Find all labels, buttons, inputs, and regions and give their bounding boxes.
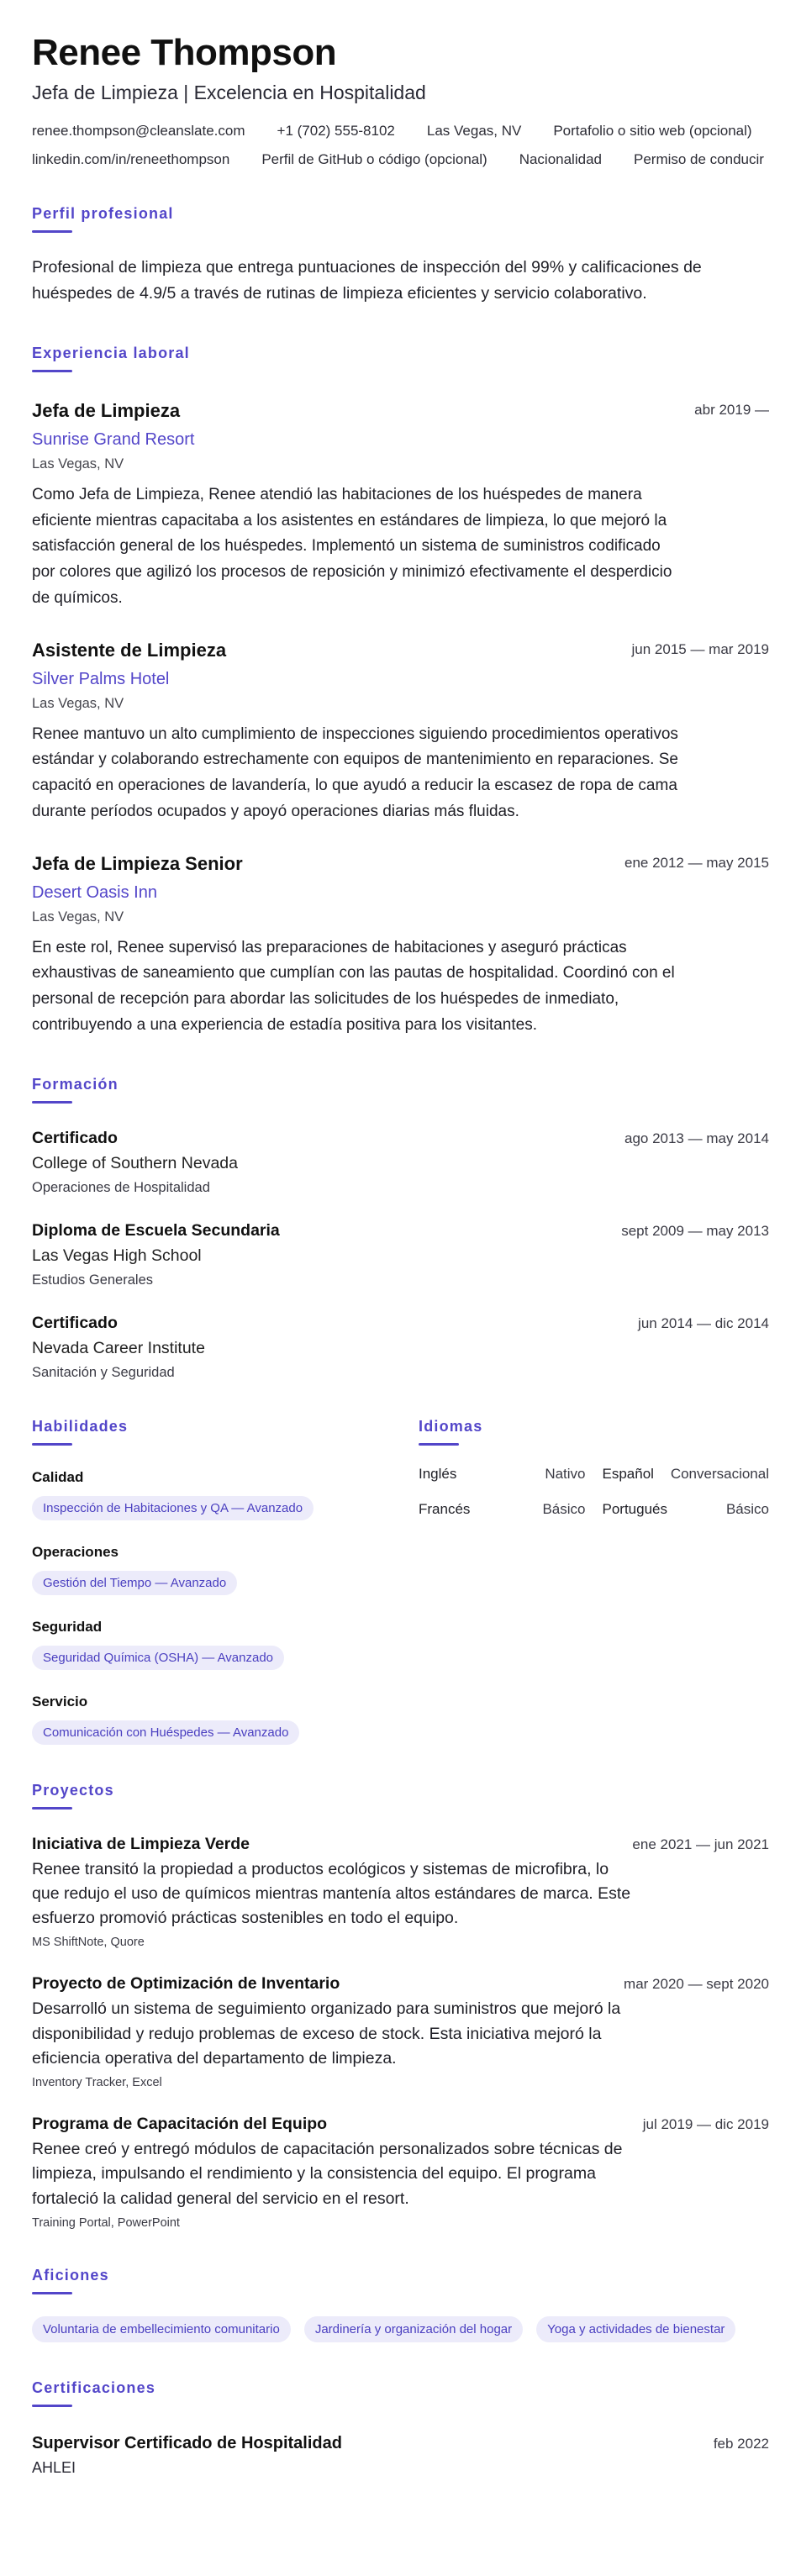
education-degree: Certificado <box>32 1313 118 1332</box>
certifications-section <box>32 2379 769 2477</box>
contact-portfolio[interactable]: Portafolio o sitio web (opcional) <box>553 122 752 139</box>
job-company: Sunrise Grand Resort <box>32 429 195 449</box>
language-level: Nativo <box>545 1465 586 1482</box>
skill-group <box>32 1619 419 1670</box>
experience-item <box>32 853 769 1039</box>
language-item <box>419 1501 586 1518</box>
project-description: Renee transitó la propiedad a productos ecológicos y sistemas de microfibra, lo que redujo el uso de químicos mientras mantenía altos estándares de marca. Este esfuerzo promovió prácticas sostenibles en todo el equipo. <box>32 1859 631 1928</box>
language-name: Francés <box>419 1500 471 1517</box>
section-title: Proyectos <box>32 1781 114 1799</box>
job-date: ene 2012 — may 2015 <box>624 854 769 871</box>
summary-section <box>32 205 769 308</box>
contact-github[interactable]: Perfil de GitHub o código (opcional) <box>261 150 487 167</box>
project-title: Iniciativa de Limpieza Verde <box>32 1834 250 1853</box>
section-divider <box>32 1807 72 1810</box>
section-title: Aficiones <box>32 2266 109 2284</box>
education-item <box>32 1129 769 1196</box>
job-company: Desert Oasis Inn <box>32 882 157 902</box>
section-divider <box>32 370 72 372</box>
section-title: Perfil profesional <box>32 204 174 222</box>
project-tools: MS ShiftNote, Quore <box>32 1936 145 1950</box>
education-date: ago 2013 — may 2014 <box>624 1130 769 1146</box>
job-description: En este rol, Renee supervisó las preparaciones de habitaciones y aseguró prácticas exhaustivas de saneamiento que cumplían con las pautas de hospitalidad. Coordinó con el personal de recepción para abordar las solicitudes de los huéspedes de inmediato, contribuyendo a una experiencia de estadía positiva para los visitantes. <box>32 938 675 1034</box>
project-item <box>32 1835 769 1950</box>
candidate-name: Renee Thompson <box>32 32 337 73</box>
job-location: Las Vegas, NV <box>32 695 124 711</box>
language-item <box>603 1501 770 1518</box>
skills-section <box>32 1381 419 1745</box>
language-item <box>419 1466 586 1483</box>
language-level: Básico <box>542 1500 586 1517</box>
experience-item <box>32 640 769 825</box>
language-level: Básico <box>725 1500 769 1517</box>
contact-list <box>32 123 780 168</box>
resume-header <box>32 32 769 168</box>
project-description: Desarrolló un sistema de seguimiento organizado para suministros que mejoró la disponibilidad y redujo problemas de exceso de stock. Esta iniciativa mejoró la eficiencia operativa del departamento de limpieza. <box>32 1999 621 2068</box>
section-divider <box>32 2292 72 2294</box>
job-location: Las Vegas, NV <box>32 909 124 925</box>
section-divider <box>32 1443 72 1446</box>
job-company: Silver Palms Hotel <box>32 669 170 688</box>
skill-category: Operaciones <box>32 1543 119 1560</box>
project-item <box>32 2115 769 2230</box>
job-date: jun 2015 — mar 2019 <box>631 640 769 657</box>
job-title: Jefa de Limpieza <box>32 399 181 421</box>
skill-category: Calidad <box>32 1468 84 1485</box>
project-title: Programa de Capacitación del Equipo <box>32 2115 328 2134</box>
project-tools: Training Portal, PowerPoint <box>32 2215 180 2230</box>
education-degree: Certificado <box>32 1128 118 1147</box>
education-date: sept 2009 — may 2013 <box>621 1222 769 1239</box>
language-level: Conversacional <box>670 1465 769 1482</box>
education-section <box>32 1076 769 1381</box>
education-field: Estudios Generales <box>32 1272 153 1288</box>
section-divider <box>32 230 72 233</box>
hobby-tag: Jardinería y organización del hogar <box>304 2316 523 2342</box>
project-date: mar 2020 — sept 2020 <box>624 1976 769 1993</box>
section-title: Habilidades <box>32 1417 129 1435</box>
skill-category: Seguridad <box>32 1618 103 1635</box>
certification-date: feb 2022 <box>713 2435 769 2452</box>
job-location: Las Vegas, NV <box>32 456 124 471</box>
project-title: Proyecto de Optimización de Inventario <box>32 1974 340 1994</box>
project-tools: Inventory Tracker, Excel <box>32 2076 162 2090</box>
experience-item <box>32 400 769 612</box>
certification-item <box>32 2434 769 2477</box>
language-name: Inglés <box>419 1465 457 1482</box>
section-divider <box>419 1443 459 1446</box>
skill-group <box>32 1469 419 1520</box>
language-list <box>419 1466 769 1518</box>
job-description: Como Jefa de Limpieza, Renee atendió las habitaciones de los huéspedes de manera eficiente mientras capacitaba a los asistentes en estándares de limpieza, lo que mejoró la satisfacción general de los huéspedes. Implementó un sistema de suministros codificado por colores que agilizó los procesos de reposición y minimizó efectivamente el desperdicio de químicos. <box>32 485 672 607</box>
projects-section <box>32 1782 769 2230</box>
education-item <box>32 1221 769 1288</box>
skill-tag: Inspección de Habitaciones y QA — Avanzado <box>32 1496 314 1520</box>
contact-email[interactable]: renee.thompson@cleanslate.com <box>32 122 245 139</box>
certification-issuer: AHLEI <box>32 2458 76 2476</box>
job-description: Renee mantuvo un alto cumplimiento de inspecciones siguiendo procedimientos operativos estándar y colaborando estrechamente con equipos de mantenimiento en reparaciones. Se capacitó en operaciones de lavandería, lo que ayudó a reducir la escasez de ropa de cama durante períodos ocupados y apoyó operaciones diarias más fluidas. <box>32 724 678 820</box>
skill-group <box>32 1694 419 1745</box>
education-item <box>32 1314 769 1381</box>
skills-languages-row <box>32 1381 769 1745</box>
education-field: Sanitación y Seguridad <box>32 1364 175 1380</box>
hobby-tag: Yoga y actividades de bienestar <box>536 2316 735 2342</box>
language-name: Español <box>602 1465 654 1482</box>
hobby-list <box>32 2316 769 2342</box>
education-degree: Diploma de Escuela Secundaria <box>32 1220 280 1240</box>
section-title: Formación <box>32 1075 119 1093</box>
project-date: ene 2021 — jun 2021 <box>632 1836 769 1852</box>
language-name: Portugués <box>602 1500 667 1517</box>
contact-location: Las Vegas, NV <box>426 122 522 139</box>
education-school: Nevada Career Institute <box>32 1338 205 1357</box>
job-title: Jefa de Limpieza Senior <box>32 852 243 874</box>
education-school: Las Vegas High School <box>32 1246 202 1265</box>
contact-nationality: Nacionalidad <box>519 150 602 167</box>
job-date: abr 2019 — <box>694 401 769 418</box>
experience-section <box>32 345 769 1039</box>
contact-driving-license: Permiso de conducir <box>633 150 764 167</box>
education-date: jun 2014 — dic 2014 <box>638 1314 769 1331</box>
skill-group <box>32 1544 419 1595</box>
job-title: Asistente de Limpieza <box>32 639 227 661</box>
contact-linkedin[interactable]: linkedin.com/in/reneethompson <box>32 150 230 167</box>
section-divider <box>32 1101 72 1104</box>
skill-tag: Seguridad Química (OSHA) — Avanzado <box>32 1646 284 1670</box>
summary-text: Profesional de limpieza que entrega puntuaciones de inspección del 99% y calificaciones de huéspedes de 4.9/5 a través de rutinas de limpieza eficientes y servicio colaborativo. <box>32 257 702 303</box>
candidate-headline: Jefa de Limpieza | Excelencia en Hospitalidad <box>32 81 426 103</box>
education-field: Operaciones de Hospitalidad <box>32 1179 210 1195</box>
section-divider <box>32 2405 72 2407</box>
hobby-tag: Voluntaria de embellecimiento comunitario <box>32 2316 291 2342</box>
language-item <box>603 1466 770 1483</box>
skill-tag: Gestión del Tiempo — Avanzado <box>32 1571 237 1595</box>
project-item <box>32 1974 769 2089</box>
education-school: College of Southern Nevada <box>32 1153 238 1172</box>
hobbies-section <box>32 2267 769 2342</box>
contact-phone[interactable]: +1 (702) 555-8102 <box>277 122 395 139</box>
project-date: jul 2019 — dic 2019 <box>642 2116 769 2133</box>
section-title: Experiencia laboral <box>32 344 190 361</box>
skill-category: Servicio <box>32 1693 88 1709</box>
project-description: Renee creó y entregó módulos de capacitación personalizados sobre técnicas de limpieza, impulsando el rendimiento y la consistencia del equipo. El programa fortaleció la calidad general del servicio en el resort. <box>32 2140 623 2208</box>
skill-tag: Comunicación con Huéspedes — Avanzado <box>32 1720 299 1745</box>
section-title: Idiomas <box>419 1417 483 1435</box>
certification-name: Supervisor Certificado de Hospitalidad <box>32 2433 342 2452</box>
languages-section <box>419 1381 769 1745</box>
section-title: Certificaciones <box>32 2378 156 2396</box>
